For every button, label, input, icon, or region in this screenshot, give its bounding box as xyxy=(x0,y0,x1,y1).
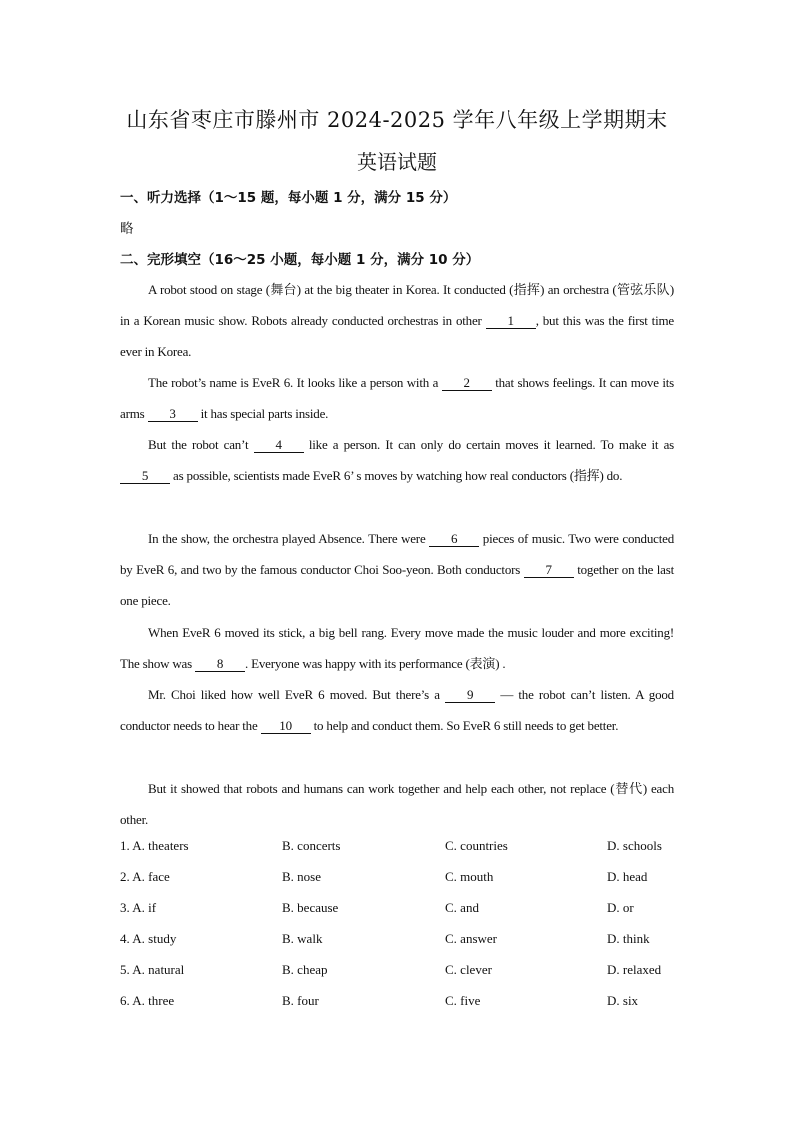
passage-paragraph-7 xyxy=(120,773,674,835)
option-b: B. concerts xyxy=(282,838,341,853)
option-c: C. clever xyxy=(445,962,492,977)
blank-9: 9 xyxy=(445,688,495,703)
paragraph-text: to help and conduct them. So EveR 6 still needs to get better. xyxy=(310,718,619,733)
option-d: D. think xyxy=(607,931,650,946)
option-c: C. mouth xyxy=(445,869,494,884)
option-d: D. schools xyxy=(607,838,662,853)
option-a: 1. A. theaters xyxy=(120,838,189,853)
option-row xyxy=(120,869,680,900)
option-a: 2. A. face xyxy=(120,869,170,884)
paragraph-text: like a person. It can only do certain moves it learned. To make it as xyxy=(303,437,674,452)
paragraph-text: A robot stood on stage (舞台) at the big theater in Korea. It conducted (指挥) an orchestra (管弦乐队) in a Korean music show. Robots already conducted orchestras in other xyxy=(120,282,674,328)
paragraph-text: pieces of music. Two were conducted by EveR 6, and two by the famous conductor Choi Soo-yeon. Both conductors xyxy=(120,531,674,577)
section-listening-note: 略 xyxy=(120,221,134,237)
section-cloze-heading: 二、完形填空（16～25 小题，每小题 1 分，满分 10 分） xyxy=(120,252,480,268)
blank-10: 10 xyxy=(261,719,311,734)
option-row xyxy=(120,838,680,869)
option-c: C. and xyxy=(445,900,479,915)
paragraph-text: — the robot can’t listen. A good conductor needs to hear the xyxy=(120,687,674,733)
passage-paragraph-5 xyxy=(120,617,674,679)
option-a: 3. A. if xyxy=(120,900,157,915)
section-listening-heading: 一、听力选择（1～15 题，每小题 1 分，满分 15 分） xyxy=(120,190,457,206)
paragraph-text: But it showed that robots and humans can work together and help each other, not replace (替代) each other. xyxy=(120,781,674,827)
option-c: C. countries xyxy=(445,838,508,853)
option-a: 5. A. natural xyxy=(120,962,185,977)
paragraph-text: it has special parts inside. xyxy=(197,406,329,421)
option-b: B. walk xyxy=(282,931,323,946)
option-d: D. relaxed xyxy=(607,962,662,977)
option-row xyxy=(120,993,680,1024)
option-b: B. four xyxy=(282,993,319,1008)
option-c: C. five xyxy=(445,993,481,1008)
answer-options xyxy=(120,838,680,1024)
paragraph-text: But the robot can’t xyxy=(148,437,254,452)
option-b: B. cheap xyxy=(282,962,328,977)
paragraph-text: , but this was the first time ever in Korea. xyxy=(120,313,674,359)
passage-paragraph-4 xyxy=(120,523,674,616)
blank-1: 1 xyxy=(486,314,536,329)
option-d: D. six xyxy=(607,993,639,1008)
option-c: C. answer xyxy=(445,931,497,946)
option-b: B. nose xyxy=(282,869,321,884)
blank-7: 7 xyxy=(524,563,574,578)
paragraph-text: as possible, scientists made EveR 6’ s moves by watching how real conductors (指挥) do. xyxy=(170,468,623,483)
paragraph-text: together on the last one piece. xyxy=(120,562,674,608)
exam-subtitle: 英语试题 xyxy=(357,150,437,174)
option-a: 6. A. three xyxy=(120,993,175,1008)
passage-paragraph-3 xyxy=(120,429,674,491)
paragraph-text: Mr. Choi liked how well EveR 6 moved. But there’s a xyxy=(148,687,446,702)
blank-6: 6 xyxy=(429,532,479,547)
passage-paragraph-1 xyxy=(120,274,674,367)
paragraph-text: When EveR 6 moved its stick, a big bell rang. Every move made the music louder and more exciting! The show was xyxy=(120,625,674,671)
blank-3: 3 xyxy=(148,407,198,422)
option-d: D. or xyxy=(607,900,634,915)
paragraph-text: that shows feelings. It can move its arms xyxy=(120,375,674,421)
paragraph-text: The robot’s name is EveR 6. It looks like a person with a xyxy=(148,375,442,390)
option-row xyxy=(120,900,680,931)
passage-paragraph-6 xyxy=(120,679,674,741)
option-d: D. head xyxy=(607,869,648,884)
option-b: B. because xyxy=(282,900,339,915)
exam-title: 山东省枣庄市滕州市 2024-2025 学年八年级上学期期末 xyxy=(126,108,668,132)
blank-8: 8 xyxy=(195,657,245,672)
option-a: 4. A. study xyxy=(120,931,177,946)
option-row xyxy=(120,962,680,993)
paragraph-text: In the show, the orchestra played Absence. There were xyxy=(148,531,430,546)
blank-5: 5 xyxy=(120,469,170,484)
option-row xyxy=(120,931,680,962)
blank-4: 4 xyxy=(254,438,304,453)
passage-paragraph-2 xyxy=(120,367,674,429)
blank-2: 2 xyxy=(442,376,492,391)
paragraph-text: . Everyone was happy with its performance (表演) . xyxy=(245,656,506,671)
